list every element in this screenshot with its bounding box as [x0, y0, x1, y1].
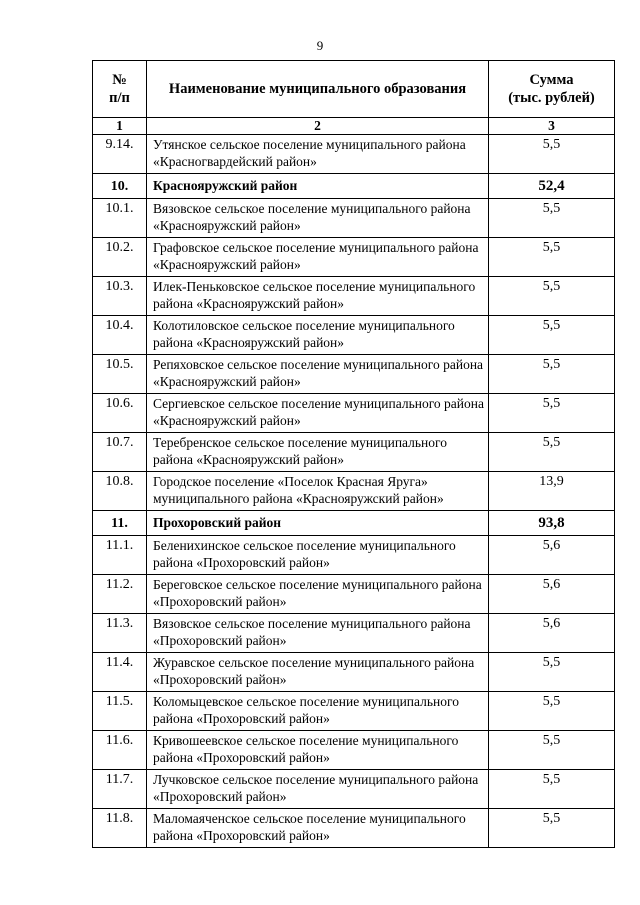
row-name: Колотиловское сельское поселение муниципального района «Краснояружский район» — [147, 316, 489, 355]
row-number: 10.4. — [93, 316, 147, 355]
row-sum: 5,5 — [489, 238, 615, 277]
row-sum: 13,9 — [489, 472, 615, 511]
row-name: Илек-Пеньковское сельское поселение муниципального района «Краснояружский район» — [147, 277, 489, 316]
table-row — [93, 277, 615, 316]
column-number-row — [93, 118, 615, 135]
table-row — [93, 653, 615, 692]
row-number: 11.2. — [93, 575, 147, 614]
column-number: 2 — [147, 118, 489, 135]
table-row — [93, 809, 615, 848]
row-number: 10.2. — [93, 238, 147, 277]
row-name: Беленихинское сельское поселение муниципального района «Прохоровский район» — [147, 536, 489, 575]
row-sum: 5,5 — [489, 199, 615, 238]
row-sum: 5,5 — [489, 653, 615, 692]
header-name: Наименование муниципального образования — [147, 61, 489, 118]
row-name: Коломыцевское сельское поселение муниципального района «Прохоровский район» — [147, 692, 489, 731]
table-row — [93, 536, 615, 575]
table-row — [93, 135, 615, 174]
column-number: 1 — [93, 118, 147, 135]
row-name: Теребренское сельское поселение муниципального района «Краснояружский район» — [147, 433, 489, 472]
column-number: 3 — [489, 118, 615, 135]
page-number: 9 — [316, 38, 324, 53]
row-sum: 5,5 — [489, 692, 615, 731]
row-name: Графовское сельское поселение муниципального района «Краснояружский район» — [147, 238, 489, 277]
row-number: 11.1. — [93, 536, 147, 575]
table-row — [93, 238, 615, 277]
row-name: Прохоровский район — [147, 511, 489, 536]
row-number: 10.6. — [93, 394, 147, 433]
row-sum: 5,5 — [489, 355, 615, 394]
row-name: Утянское сельское поселение муниципального района «Красногвардейский район» — [147, 135, 489, 174]
table-row — [93, 394, 615, 433]
row-name: Лучковское сельское поселение муниципального района «Прохоровский район» — [147, 770, 489, 809]
row-number: 10.1. — [93, 199, 147, 238]
row-sum: 5,5 — [489, 433, 615, 472]
row-number: 10.5. — [93, 355, 147, 394]
row-name: Журавское сельское поселение муниципального района «Прохоровский район» — [147, 653, 489, 692]
group-row — [93, 174, 615, 199]
table-body — [93, 135, 615, 848]
row-sum: 5,5 — [489, 316, 615, 355]
header-sum: Сумма (тыс. рублей) — [489, 61, 615, 118]
row-number: 10.7. — [93, 433, 147, 472]
row-number: 9.14. — [93, 135, 147, 174]
row-number: 10.3. — [93, 277, 147, 316]
row-number: 11.5. — [93, 692, 147, 731]
row-name: Маломаяченское сельское поселение муниципального района «Прохоровский район» — [147, 809, 489, 848]
table-row — [93, 575, 615, 614]
row-number: 11. — [93, 511, 147, 536]
row-sum: 5,6 — [489, 575, 615, 614]
group-row — [93, 511, 615, 536]
row-number: 11.3. — [93, 614, 147, 653]
row-name: Вязовское сельское поселение муниципального района «Прохоровский район» — [147, 614, 489, 653]
row-sum: 5,6 — [489, 614, 615, 653]
row-sum: 5,5 — [489, 809, 615, 848]
table-row — [93, 355, 615, 394]
table-row — [93, 316, 615, 355]
row-sum: 5,5 — [489, 770, 615, 809]
row-number: 11.7. — [93, 770, 147, 809]
row-number: 10.8. — [93, 472, 147, 511]
row-sum: 5,5 — [489, 394, 615, 433]
row-number: 11.8. — [93, 809, 147, 848]
header-num: № п/п — [93, 61, 147, 118]
table-header-row — [93, 61, 615, 118]
row-name: Береговское сельское поселение муниципального района «Прохоровский район» — [147, 575, 489, 614]
row-sum: 5,5 — [489, 731, 615, 770]
table-row — [93, 731, 615, 770]
table-row — [93, 433, 615, 472]
row-number: 11.4. — [93, 653, 147, 692]
table-row — [93, 199, 615, 238]
budget-table — [92, 60, 615, 848]
row-number: 10. — [93, 174, 147, 199]
table-row — [93, 770, 615, 809]
row-sum: 93,8 — [489, 511, 615, 536]
row-name: Вязовское сельское поселение муниципального района «Краснояружский район» — [147, 199, 489, 238]
row-name: Репяховское сельское поселение муниципального района «Краснояружский район» — [147, 355, 489, 394]
table-row — [93, 692, 615, 731]
row-name: Кривошеевское сельское поселение муниципального района «Прохоровский район» — [147, 731, 489, 770]
row-name: Сергиевское сельское поселение муниципального района «Краснояружский район» — [147, 394, 489, 433]
table-row — [93, 472, 615, 511]
row-sum: 5,5 — [489, 277, 615, 316]
row-sum: 52,4 — [489, 174, 615, 199]
row-name: Городское поселение «Поселок Красная Яруга» муниципального района «Краснояружский район» — [147, 472, 489, 511]
row-number: 11.6. — [93, 731, 147, 770]
table-row — [93, 614, 615, 653]
row-name: Краснояружский район — [147, 174, 489, 199]
row-sum: 5,6 — [489, 536, 615, 575]
row-sum: 5,5 — [489, 135, 615, 174]
